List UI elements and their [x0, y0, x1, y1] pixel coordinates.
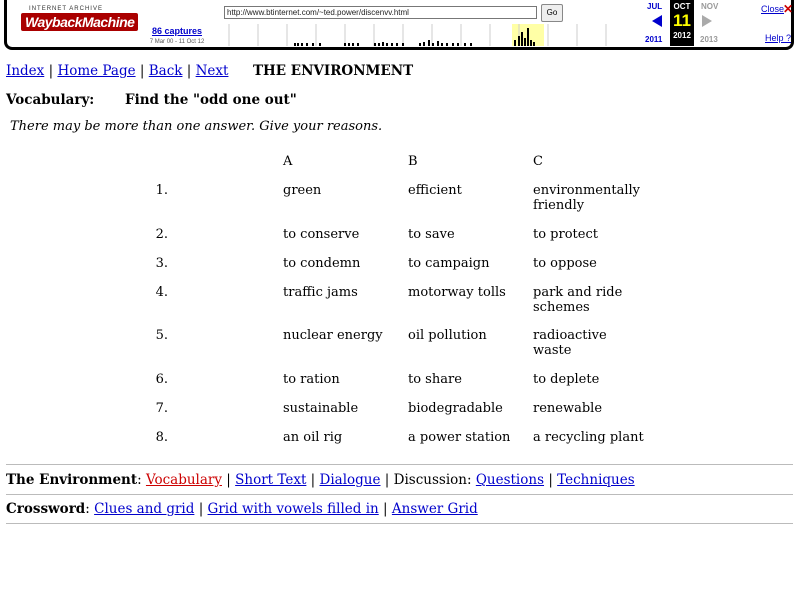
divider — [6, 464, 793, 465]
clues-grid-link[interactable]: Clues and grid — [94, 501, 195, 517]
table-cell-a: sustainable — [283, 401, 359, 416]
table-cell-b: to save — [408, 227, 455, 242]
link-separator: | — [310, 472, 316, 488]
crossword-links — [6, 501, 478, 517]
table-cell-c: to protect — [533, 227, 598, 242]
capture-bar — [470, 43, 472, 46]
capture-bar — [432, 43, 434, 46]
table-cell-a: to condemn — [283, 256, 361, 271]
row-number: 6. — [155, 372, 168, 387]
crossword-label: Crossword — [6, 501, 86, 517]
page-title: THE ENVIRONMENT — [253, 63, 414, 79]
row-number: 8. — [155, 430, 168, 445]
capture-bar — [402, 43, 404, 46]
environment-links — [6, 472, 635, 488]
table-cell-c: park and ride schemes — [533, 285, 623, 315]
table-cell-a: to ration — [283, 372, 340, 387]
row-number: 4. — [155, 285, 168, 300]
techniques-link[interactable]: Techniques — [557, 472, 635, 488]
instruction-hint: There may be more than one answer. Give your reasons. — [10, 119, 383, 134]
prev-arrow-icon[interactable] — [652, 15, 662, 27]
vocabulary-instruction: Find the "odd one out" — [125, 92, 297, 108]
discussion-label: Discussion: — [393, 472, 472, 488]
logo-main-text: WaybackMachine — [21, 13, 138, 31]
nav-index-link[interactable]: Index — [6, 63, 45, 79]
column-header-b: B — [408, 154, 418, 169]
environment-label: The Environment — [6, 472, 138, 488]
table-cell-a: green — [283, 183, 322, 198]
capture-bar — [518, 36, 520, 46]
row-number: 3. — [155, 256, 168, 271]
link-separator: | — [383, 501, 388, 517]
next-arrow-icon — [702, 15, 712, 27]
capture-bar — [396, 43, 398, 46]
captures-range: 7 Mar 00 - 11 Oct 12 — [149, 39, 205, 45]
table-cell-b: oil pollution — [408, 328, 487, 343]
divider — [6, 494, 793, 495]
capture-bar — [441, 43, 443, 46]
nav-back-link[interactable]: Back — [148, 63, 183, 79]
vocabulary-label: Vocabulary: — [6, 92, 95, 108]
current-day: 11 — [673, 11, 691, 30]
row-number: 1. — [155, 183, 168, 198]
capture-bar — [312, 43, 314, 46]
capture-bar — [391, 43, 393, 46]
capture-bar — [357, 43, 359, 46]
table-cell-b: motorway tolls — [408, 285, 506, 300]
capture-bar — [352, 43, 354, 46]
table-cell-b: to share — [408, 372, 462, 387]
table-cell-a: nuclear energy — [283, 328, 383, 343]
table-cell-a: traffic jams — [283, 285, 358, 300]
link-separator: | — [226, 472, 231, 488]
row-number: 7. — [155, 401, 168, 416]
table-cell-c: a recycling plant — [533, 430, 644, 445]
capture-bar — [423, 42, 425, 46]
table-cell-a: to conserve — [283, 227, 360, 242]
capture-sparkline[interactable] — [224, 24, 629, 46]
help-link[interactable]: Help ? — [765, 33, 792, 43]
capture-bar — [446, 43, 448, 46]
table-cell-c: to oppose — [533, 256, 597, 271]
calendar-nav — [645, 0, 725, 46]
current-date — [670, 0, 694, 46]
row-number: 2. — [155, 227, 168, 242]
table-cell-b: efficient — [408, 183, 462, 198]
capture-bar — [319, 43, 321, 46]
column-header-a: A — [283, 154, 293, 169]
capture-bar — [374, 43, 376, 46]
capture-bar — [297, 43, 299, 46]
capture-bar — [521, 32, 523, 46]
next-year-label: 2013 — [700, 35, 718, 44]
current-month: OCT — [673, 2, 691, 11]
nav-separator: | — [139, 63, 145, 79]
close-icon[interactable]: ✕ — [783, 2, 794, 16]
table-cell-b: biodegradable — [408, 401, 503, 416]
captures-link[interactable]: 86 captures — [151, 26, 203, 36]
label-colon: : — [85, 501, 90, 517]
link-separator: | — [384, 472, 390, 488]
capture-bar — [419, 43, 421, 46]
capture-bar — [524, 38, 526, 46]
capture-bar — [437, 41, 439, 46]
vowels-grid-link[interactable]: Grid with vowels filled in — [207, 501, 379, 517]
capture-bar — [348, 43, 350, 46]
link-separator: | — [548, 472, 553, 488]
table-cell-a: an oil rig — [283, 430, 343, 445]
capture-bar — [527, 28, 529, 46]
current-year: 2012 — [673, 31, 691, 40]
capture-bar — [382, 42, 384, 46]
close-link[interactable]: Close — [761, 4, 785, 14]
capture-bar — [464, 43, 466, 46]
capture-bar — [344, 43, 346, 46]
capture-bar — [294, 43, 296, 46]
label-colon: : — [137, 472, 142, 488]
nav-next-link[interactable]: Next — [195, 63, 229, 79]
wayback-toolbar — [4, 0, 794, 50]
column-header-c: C — [533, 154, 543, 169]
logo-top-text: INTERNET ARCHIVE — [29, 6, 103, 12]
divider — [6, 523, 793, 524]
capture-bar — [514, 40, 516, 46]
vocabulary-link[interactable]: Vocabulary — [145, 472, 222, 488]
row-number: 5. — [155, 328, 168, 343]
top-nav — [6, 63, 228, 79]
questions-link[interactable]: Questions — [475, 472, 545, 488]
short-text-link[interactable]: Short Text — [235, 472, 307, 488]
table-cell-c: renewable — [533, 401, 603, 416]
prev-year-link[interactable]: 2011 — [645, 35, 663, 44]
capture-bar — [452, 43, 454, 46]
table-cell-c: radioactive waste — [533, 328, 607, 358]
dialogue-link[interactable]: Dialogue — [319, 472, 381, 488]
capture-bar — [386, 43, 388, 46]
nav-separator: | — [186, 63, 192, 79]
go-button[interactable]: Go — [541, 4, 563, 22]
nav-separator: | — [48, 63, 54, 79]
prev-month-link[interactable]: JUL — [647, 2, 663, 11]
answer-grid-link[interactable]: Answer Grid — [391, 501, 478, 517]
table-cell-b: a power station — [408, 430, 511, 445]
captures-info — [137, 26, 217, 45]
capture-bar — [428, 40, 430, 46]
capture-bar — [378, 43, 380, 46]
table-cell-b: to campaign — [408, 256, 490, 271]
capture-bar — [306, 43, 308, 46]
table-cell-c: to deplete — [533, 372, 600, 387]
url-input[interactable] — [224, 6, 537, 19]
capture-bar — [533, 42, 535, 46]
table-cell-c: environmentally friendly — [533, 183, 641, 213]
capture-bar — [301, 43, 303, 46]
capture-bar — [530, 40, 532, 46]
capture-bar — [457, 43, 459, 46]
wayback-logo[interactable] — [21, 6, 135, 38]
next-month-label: NOV — [701, 2, 719, 11]
link-separator: | — [198, 501, 204, 517]
nav-home-link[interactable]: Home Page — [57, 63, 136, 79]
